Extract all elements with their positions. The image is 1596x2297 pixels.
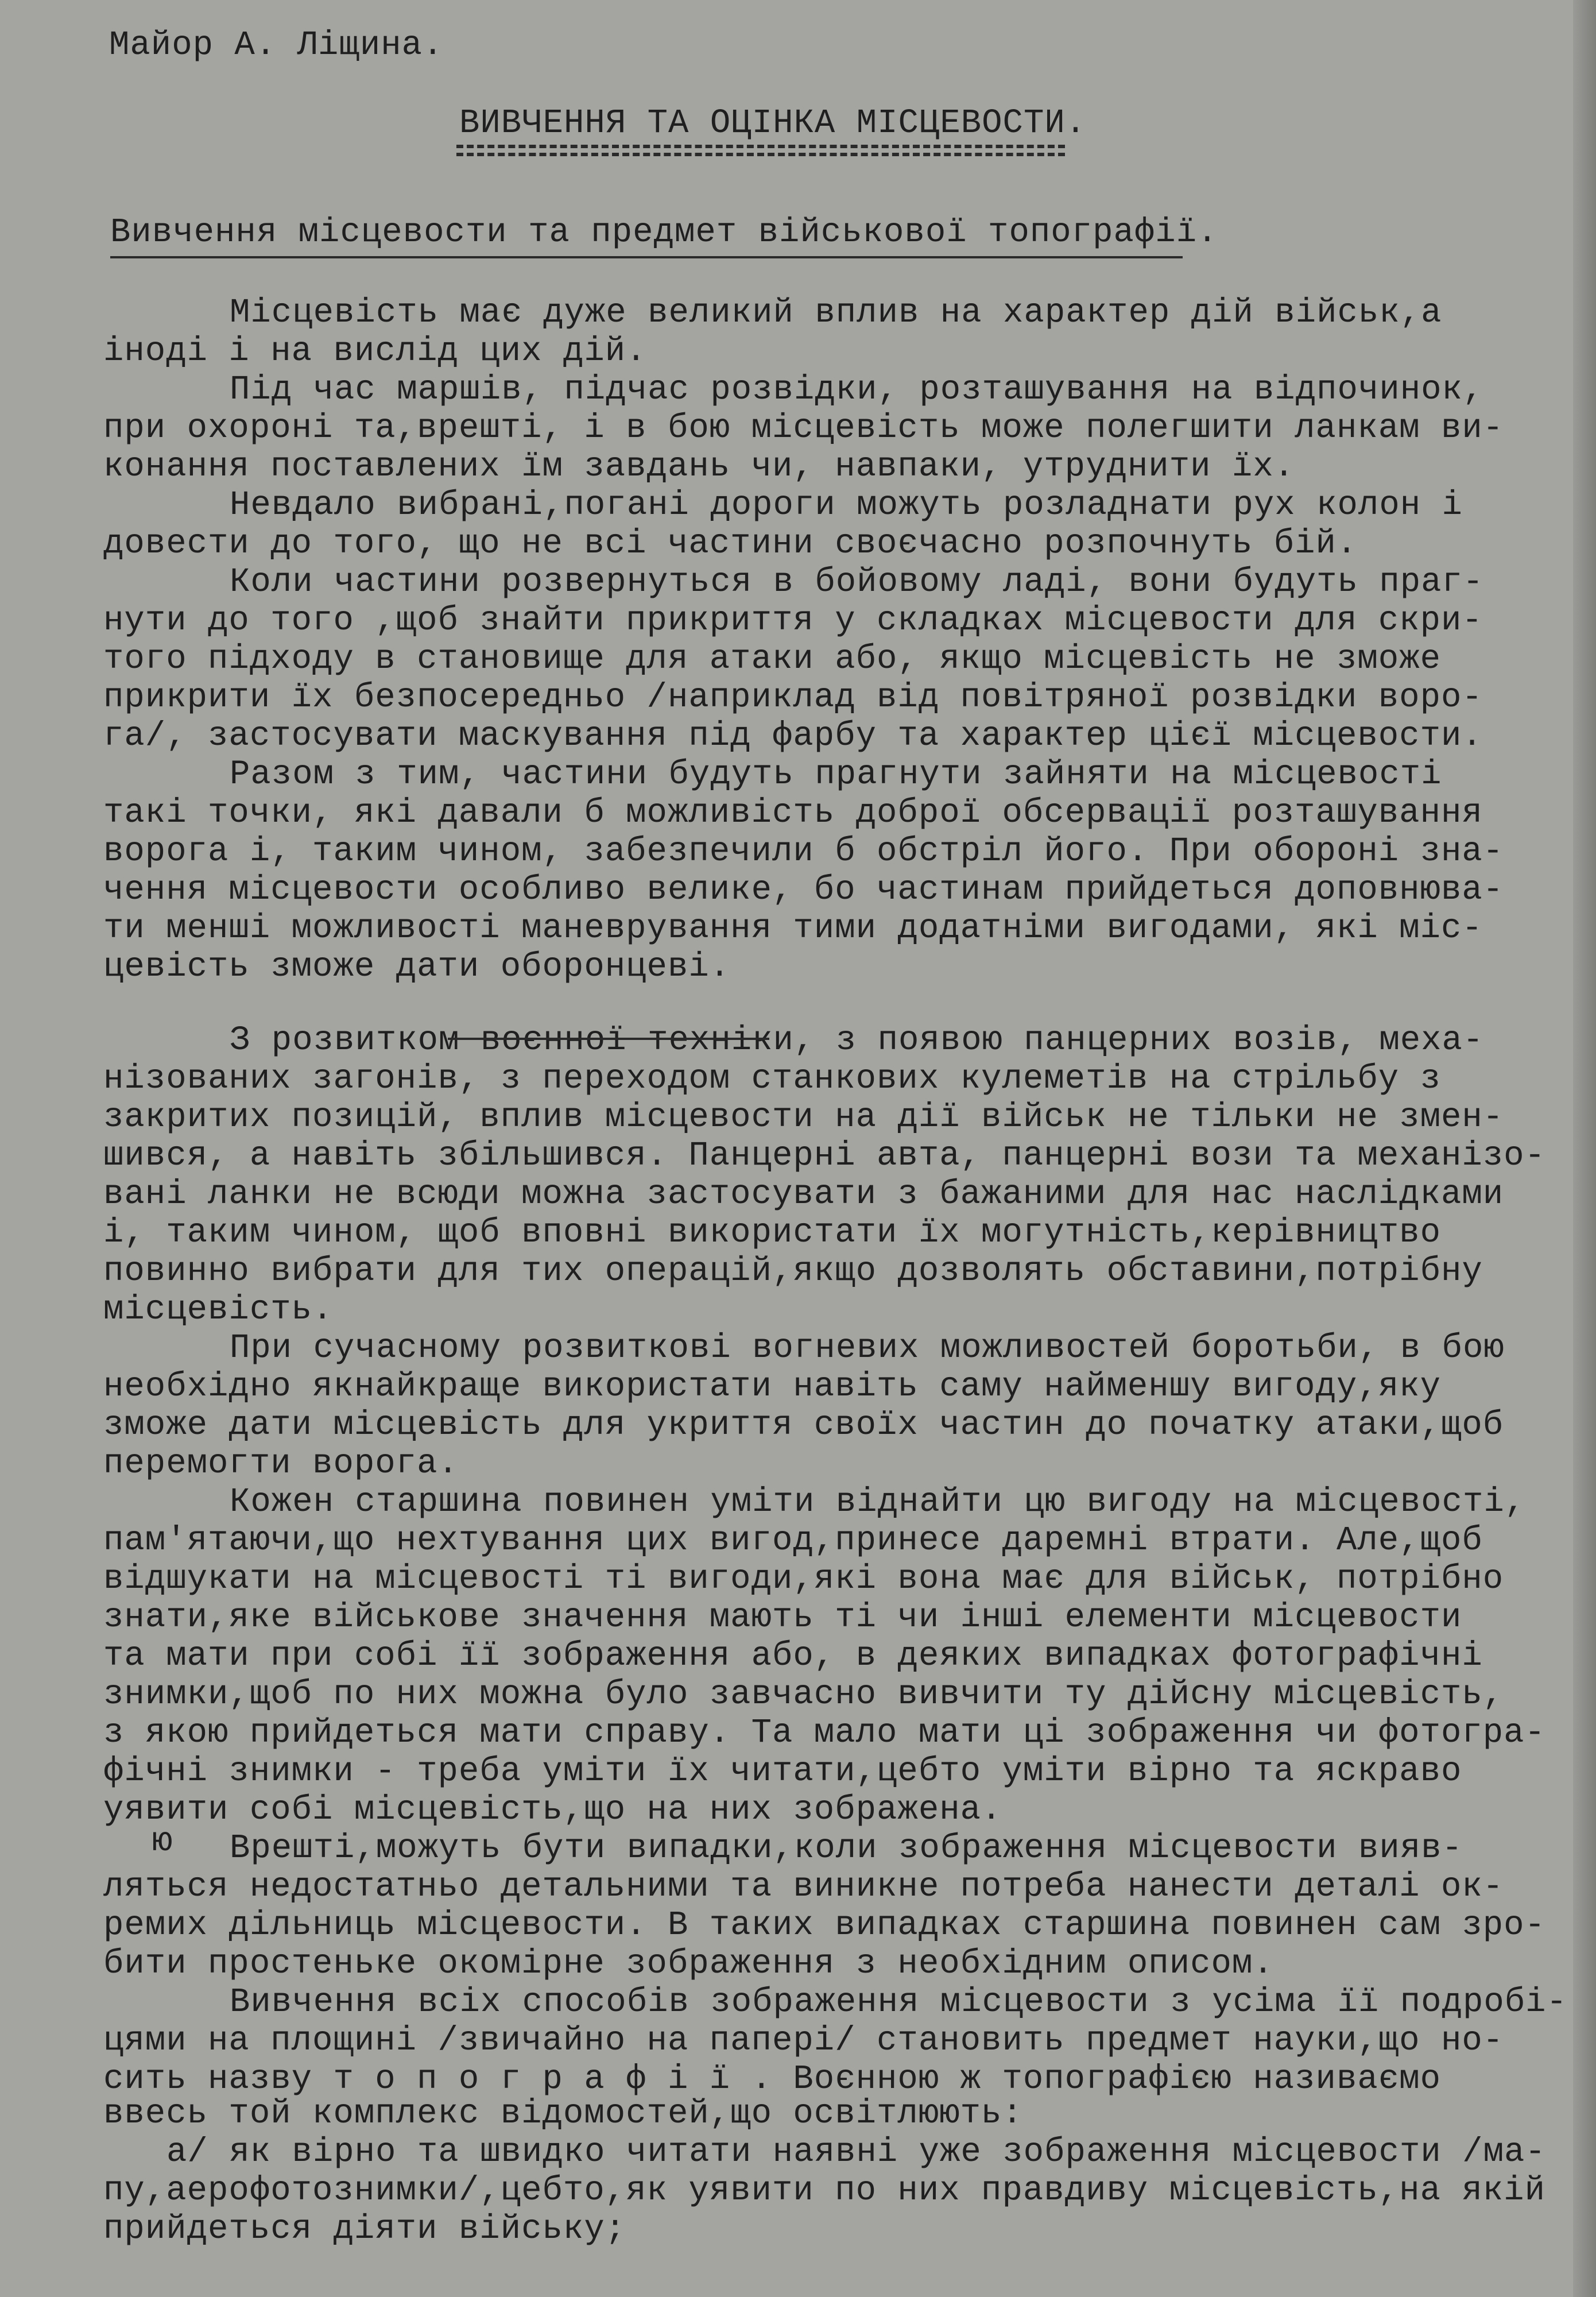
text-line: конання поставлених їм завдань чи, навпаки, утруднити їх.: [103, 447, 1295, 486]
text-line: ти менші можливості маневрування тими додатніми вигодами, які міс-: [103, 909, 1483, 948]
text-line: іноді і на вислід цих дій.: [103, 332, 647, 370]
text-line: Місцевість має дуже великий вплив на характер дій військ,а: [230, 293, 1442, 332]
text-line: а/ як вірно та швидко читати наявні уже зображення місцевости /ма-: [166, 2133, 1546, 2171]
text-line: чення місцевости особливо велике, бо частинам прийдеться доповнюва-: [103, 871, 1504, 909]
text-line: при охороні та,врешті, і в бою місцевість може полегшити ланкам ви-: [103, 409, 1504, 447]
text-line: Коли частини розвернуться в бойовому ладі, вони будуть праг-: [230, 563, 1484, 601]
margin-mark: ю: [152, 1822, 173, 1861]
text-line: того підходу в становище для атаки або, якщо місцевість не зможе: [103, 640, 1441, 678]
text-line: При сучасному розвиткові вогневих можливостей боротьби, в бою: [230, 1329, 1505, 1367]
text-line: сить назву т о п о г р а ф і ї . Воєнною ж топографією називаємо: [103, 2060, 1441, 2098]
text-line: Під час маршів, підчас розвідки, розташування на відпочинок,: [230, 370, 1484, 409]
text-line: такі точки, які давали б можливість доброї обсервації розташування: [103, 794, 1483, 832]
section-heading: Вивчення місцевости та предмет військової топографії.: [110, 213, 1218, 252]
text-line: з якою прийдеться мати справу. Та мало мати ці зображення чи фотогра-: [103, 1714, 1545, 1752]
text-line: ремих дільниць місцевости. В таких випадках старшина повинен сам зро-: [103, 1906, 1545, 1944]
text-line: цевість зможе дати оборонцеві.: [103, 948, 731, 986]
text-line: місцевість.: [103, 1290, 334, 1329]
text-line: З розвитком воєнної техніки, з появою панцерних возів, меха-: [230, 1021, 1484, 1059]
text-line: фічні знимки - треба уміти їх читати,цебто уміти вірно та яскраво: [103, 1752, 1462, 1791]
text-line: цями на площині /звичайно на папері/ становить предмет науки,що но-: [103, 2021, 1504, 2060]
text-line: повинно вибрати для тих операцій,якщо дозволять обставини,потрібну: [103, 1252, 1483, 1290]
text-line: ляться недостатньо детальними та виникне потреба нанести деталі ок-: [103, 1867, 1504, 1906]
text-line: Кожен старшина повинен уміти віднайти цю вигоду на місцевості,: [230, 1483, 1526, 1521]
text-line: та мати при собі її зображення або, в деяких випадках фотографічні: [103, 1637, 1483, 1675]
text-line: уявити собі місцевість,що на них зображена.: [103, 1791, 1002, 1829]
text-line: зможе дати місцевість для укриття своїх частин до початку атаки,щоб: [103, 1406, 1504, 1444]
text-line: прикрити їх безпосередньо /наприклад від повітряної розвідки воро-: [103, 678, 1483, 717]
text-line: ворога і, таким чином, забезпечили б обстріл його. При обороні зна-: [103, 832, 1504, 871]
title-underline-second: [456, 153, 1065, 156]
text-line: ввесь той комплекс відомостей,що освітлюють:: [103, 2094, 1023, 2133]
text-line: шився, а навіть збільшився. Панцерні авта, панцерні вози та механізо-: [103, 1136, 1545, 1175]
text-line: закритих позицій, вплив місцевости на дії військ не тільки не змен-: [103, 1098, 1504, 1136]
text-line: га/, застосувати маскування під фарбу та характер цієї місцевости.: [103, 717, 1483, 755]
text-line: Вивчення всіх способів зображення місцевости з усіма її подробі-: [230, 1983, 1567, 2021]
document-title: ВИВЧЕННЯ ТА ОЦІНКА МІСЦЕВОСТИ.: [459, 104, 1087, 142]
text-line: необхідно якнайкраще використати навіть саму найменшу вигоду,яку: [103, 1367, 1441, 1406]
text-line: довести до того, що не всі частини своєчасно розпочнуть бій.: [103, 524, 1358, 563]
author-line: Майор А. Ліщина.: [109, 26, 444, 64]
strikethrough: [448, 1038, 769, 1040]
text-line: нізованих загонів, з переходом станкових кулеметів на стрільбу з: [103, 1059, 1441, 1098]
text-line: прийдеться діяти війську;: [103, 2210, 626, 2248]
text-line: Врешті,можуть бути випадки,коли зображення місцевости вияв-: [230, 1829, 1463, 1867]
text-line: нути до того ,щоб знайти прикриття у складках місцевости для скри-: [103, 601, 1483, 640]
section-heading-underline: [110, 256, 1183, 258]
text-line: Невдало вибрані,погані дороги можуть розладнати рух колон і: [230, 486, 1463, 524]
text-line: і, таким чином, щоб вповні використати їх могутність,керівництво: [103, 1213, 1441, 1252]
text-line: знимки,щоб по них можна було завчасно вивчити ту дійсну місцевість,: [103, 1675, 1504, 1714]
text-line: пу,аерофотознимки/,цебто,як уявити по них правдиву місцевість,на якій: [103, 2171, 1545, 2210]
text-line: Разом з тим, частини будуть прагнути зайняти на місцевості: [230, 755, 1442, 794]
text-line: відшукати на місцевості ті вигоди,які вона має для військ, потрібно: [103, 1560, 1504, 1598]
text-line: пам'ятаючи,що нехтування цих вигод,принесе даремні втрати. Але,щоб: [103, 1521, 1483, 1560]
text-line: знати,яке військове значення мають ті чи інші елементи місцевости: [103, 1598, 1462, 1637]
text-line: вані ланки не всюди можна застосувати з бажаними для нас наслідками: [103, 1175, 1504, 1213]
text-line: перемогти ворога.: [103, 1444, 459, 1483]
title-underline: [456, 145, 1065, 148]
text-line: бити простеньке окомірне зображення з необхідним описом.: [103, 1944, 1274, 1983]
